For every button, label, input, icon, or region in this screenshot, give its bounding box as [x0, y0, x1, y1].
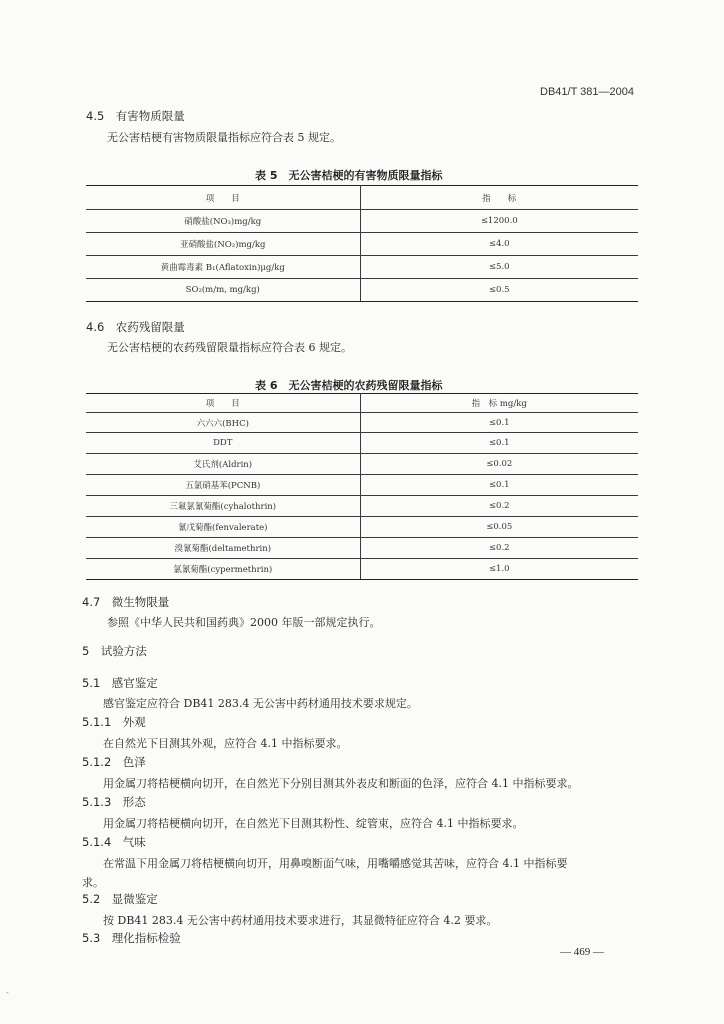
- section-5-1-2-heading: 5.1.2 色泽: [82, 755, 146, 769]
- table6-cell-item: DDT: [86, 433, 360, 454]
- table6-cell-item: 氯氰菊酯(cypermethrin): [86, 559, 360, 580]
- table5-cell-item: SO₂(m/m, mg/kg): [86, 279, 360, 302]
- section-5-1-3-text: 用金属刀将桔梗横向切开，在自然光下目测其粉性、绽管束，应符合 4.1 中指标要求。: [103, 817, 524, 830]
- table6-cell-limit: ≤0.02: [360, 454, 638, 475]
- section-4-5-text: 无公害桔梗有害物质限量指标应符合表 5 规定。: [107, 131, 341, 144]
- table-row: [86, 433, 638, 454]
- table5-cell-limit: ≤5.0: [360, 256, 638, 279]
- table6-caption: 表 6 无公害桔梗的农药残留限量指标: [255, 379, 443, 392]
- section-4-6-heading: 4.6 农药残留限量: [86, 320, 185, 334]
- table-row: [86, 475, 638, 496]
- section-5-2-text: 按 DB41 283.4 无公害中药材通用技术要求进行，其显微特征应符合 4.2 要求。: [103, 914, 498, 927]
- table6-cell-item: 六六六(BHC): [86, 413, 360, 433]
- table6-cell-item: 艾氏剂(Aldrin): [86, 454, 360, 475]
- section-4-7-text: 参照《中华人民共和国药典》2000 年版一部规定执行。: [107, 616, 381, 629]
- section-5-1-2-text: 用金属刀将桔梗横向切开，在自然光下分别目测其外表皮和断面的色泽，应符合 4.1 中指标要求。: [103, 777, 579, 790]
- section-5-1-4-text-cont: 求。: [82, 876, 104, 889]
- table6-cell-limit: ≤0.2: [360, 538, 638, 559]
- table-row: [86, 279, 638, 302]
- section-5-1-text: 感官鉴定应符合 DB41 283.4 无公害中药材通用技术要求规定。: [103, 697, 418, 710]
- table6-cell-item: 三氟氯氰菊酯(cyhalothrin): [86, 496, 360, 517]
- section-4-5-heading: 4.5 有害物质限量: [86, 109, 185, 123]
- page-number: — 469 —: [560, 946, 604, 958]
- table-row: [86, 496, 638, 517]
- table6-cell-item: 五氯硝基苯(PCNB): [86, 475, 360, 496]
- table-row: [86, 233, 638, 256]
- table6-cell-limit: ≤0.05: [360, 517, 638, 538]
- section-5-1-heading: 5.1 感官鉴定: [82, 676, 158, 690]
- table6-cell-item: 氰戊菊酯(fenvalerate): [86, 517, 360, 538]
- section-5-3-heading: 5.3 理化指标检验: [82, 931, 181, 945]
- table-row: [86, 559, 638, 580]
- table5-cell-limit: ≤0.5: [360, 279, 638, 302]
- table5-cell-limit: ≤1200.0: [360, 210, 638, 233]
- table6-cell-limit: ≤0.1: [360, 433, 638, 454]
- table6-header-item: 项 目: [86, 394, 360, 413]
- section-4-7-heading: 4.7 微生物限量: [82, 595, 170, 609]
- table-row: [86, 454, 638, 475]
- table5-cell-limit: ≤4.0: [360, 233, 638, 256]
- table5-cell-item: 硝酸盐(NO₃)mg/kg: [86, 210, 360, 233]
- table-row: [86, 517, 638, 538]
- table5-header-item: 项 目: [86, 186, 360, 210]
- table5-cell-item: 亚硝酸盐(NO₂)mg/kg: [86, 233, 360, 256]
- section-5-heading: 5 试验方法: [82, 644, 147, 658]
- table-row: [86, 210, 638, 233]
- scan-mark: -: [6, 988, 9, 997]
- table6-cell-limit: ≤0.1: [360, 413, 638, 433]
- table6-cell-limit: ≤0.2: [360, 496, 638, 517]
- section-4-6-text: 无公害桔梗的农药残留限量指标应符合表 6 规定。: [107, 341, 352, 354]
- section-5-1-1-heading: 5.1.1 外观: [82, 715, 146, 729]
- table6-cell-limit: ≤0.1: [360, 475, 638, 496]
- table5: [86, 185, 638, 302]
- table6-cell-limit: ≤1.0: [360, 559, 638, 580]
- table-row: [86, 413, 638, 433]
- section-5-2-heading: 5.2 显微鉴定: [82, 892, 158, 906]
- table6-cell-item: 溴氰菊酯(deltamethrin): [86, 538, 360, 559]
- section-5-1-1-text: 在自然光下目测其外观，应符合 4.1 中指标要求。: [103, 737, 348, 750]
- table6-header-limit: 指 标 mg/kg: [360, 394, 638, 413]
- section-5-1-4-text: 在常温下用金属刀将桔梗横向切开，用鼻嗅断面气味，用嘴嚼感觉其苦味，应符合 4.1 中指标要: [103, 857, 568, 870]
- table5-cell-item: 黄曲霉毒素 B₁(Aflatoxin)μg/kg: [86, 256, 360, 279]
- table-row: [86, 256, 638, 279]
- section-5-1-4-heading: 5.1.4 气味: [82, 835, 146, 849]
- standard-code: DB41/T 381—2004: [540, 86, 634, 98]
- table5-caption: 表 5 无公害桔梗的有害物质限量指标: [255, 169, 443, 182]
- table-row: [86, 538, 638, 559]
- section-5-1-3-heading: 5.1.3 形态: [82, 795, 146, 809]
- table5-header-limit: 指 标: [360, 186, 638, 210]
- table6: [86, 393, 638, 580]
